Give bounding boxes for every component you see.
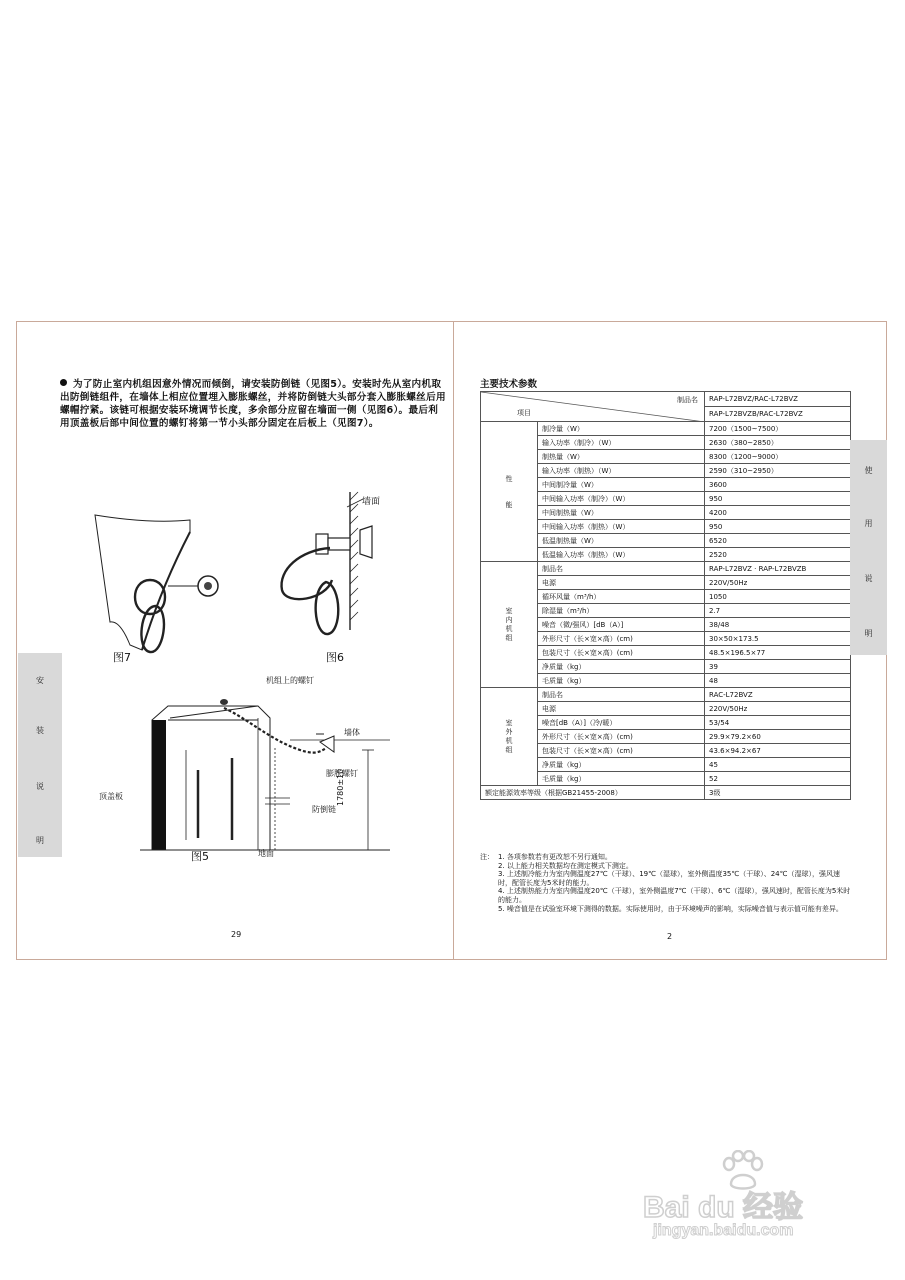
figure-6-drawing — [270, 490, 380, 640]
watermark-brand: Bai du 经验 — [643, 1191, 804, 1224]
header-product-label: 制品名 — [677, 396, 698, 404]
figure-7-drawing — [90, 510, 240, 660]
param-name: 低温制热量（W） — [538, 534, 705, 548]
param-name: 除湿量（m³/h） — [538, 604, 705, 618]
figure-7-label: 图7 — [113, 651, 131, 664]
param-name: 中间制冷量（W） — [538, 478, 705, 492]
efficiency-value: 3级 — [705, 786, 851, 800]
param-name: 净质量（kg） — [538, 660, 705, 674]
param-name: 制热量（W） — [538, 450, 705, 464]
param-value: 4200 — [705, 506, 851, 520]
param-value: 48.5×196.5×77 — [705, 646, 851, 660]
expansion-screw-label: 膨胀螺钉 — [326, 769, 358, 778]
param-value: 43.6×94.2×67 — [705, 744, 851, 758]
param-value: 48 — [705, 674, 851, 688]
indoor-group-label: 室 内 机 组 — [481, 562, 538, 688]
note-item: 2. 以上能力相关数据均在测定模式下测定。 — [498, 861, 633, 870]
param-value: 29.9×79.2×60 — [705, 730, 851, 744]
header-model-2: RAP-L72BVZB/RAC-L72BVZ — [705, 407, 851, 422]
param-value: 950 — [705, 520, 851, 534]
efficiency-row — [481, 786, 851, 800]
param-name: 噪音[dB（A）]（冷/暖） — [538, 716, 705, 730]
param-value: 53/54 — [705, 716, 851, 730]
param-value: 45 — [705, 758, 851, 772]
param-name: 低温输入功率（制热）（W） — [538, 548, 705, 562]
param-value: 7200（1500~7500） — [705, 422, 851, 436]
note-item: 注： 1. 各项参数若有更改恕不另行通知。 — [480, 853, 612, 861]
side-tab-installation: 安 装 说 明 — [18, 653, 62, 857]
param-name: 电源 — [538, 702, 705, 716]
note-item: 4. 上述制热能力为室内侧温度20℃（干球），室外侧温度7℃（干球）、6℃（湿球），强风速时，配管长度为5米时的能力。 — [498, 887, 851, 904]
header-diagonal-line — [481, 392, 705, 422]
param-value: 220V/50Hz — [705, 702, 851, 716]
wall-face-label: 墙面 — [362, 497, 381, 507]
param-name: 中间制热量（W） — [538, 506, 705, 520]
watermark-url: jingyan.baidu.com — [653, 1222, 794, 1239]
param-name: 电源 — [538, 576, 705, 590]
figure-6-label: 图6 — [326, 651, 344, 664]
spec-title: 主要技术参数 — [480, 379, 538, 390]
top-cover-label: 顶盖板 — [99, 792, 123, 801]
param-name: 制品名 — [538, 688, 705, 702]
param-name: 噪音（微/强风）[dB（A）] — [538, 618, 705, 632]
page-divider — [453, 321, 454, 960]
param-value: 2630（380~2850） — [705, 436, 851, 450]
note-item: 3. 上述制冷能力为室内侧温度27℃（干球）、19℃（湿球），室外侧温度35℃（干球）、24℃（湿球），强风速时，配管长度为5米时的能力。 — [498, 870, 840, 887]
param-name: 毛质量（kg） — [538, 674, 705, 688]
param-name: 中间输入功率（制冷）（W） — [538, 492, 705, 506]
param-value: 30×50×173.5 — [705, 632, 851, 646]
page-number-left: 29 — [231, 930, 242, 939]
page-number-right: 2 — [667, 932, 673, 941]
floor-label: 地面 — [258, 849, 274, 858]
param-value: 6520 — [705, 534, 851, 548]
anti-tip-chain-label: 防倒链 — [312, 805, 336, 814]
param-name: 净质量（kg） — [538, 758, 705, 772]
note-item: 5. 噪音值是在试验室环境下测得的数据。实际使用时，由于环境噪声的影响，实际噪音值与表示值可能有差异。 — [498, 904, 843, 913]
outdoor-group-label: 室 外 机 组 — [481, 688, 538, 786]
param-name: 外形尺寸（长×宽×高）(cm) — [538, 730, 705, 744]
bullet-icon — [60, 379, 67, 386]
notes-block — [480, 853, 852, 913]
param-value: 950 — [705, 492, 851, 506]
param-name: 中间输入功率（制热）（W） — [538, 520, 705, 534]
table-row — [481, 562, 851, 576]
param-name: 制冷量（W） — [538, 422, 705, 436]
param-name: 制品名 — [538, 562, 705, 576]
side-tab-usage: 使 用 说 明 — [850, 440, 887, 655]
param-name: 输入功率（制热）（W） — [538, 464, 705, 478]
header-row-1 — [481, 392, 851, 407]
param-name: 输入功率（制冷）（W） — [538, 436, 705, 450]
param-name: 外形尺寸（长×宽×高）(cm) — [538, 632, 705, 646]
figure-5-label: 图5 — [191, 850, 209, 863]
header-diagonal-cell — [481, 392, 705, 422]
header-model-1: RAP-L72BVZ/RAC-L72BVZ — [705, 392, 851, 407]
wall-body-label: 墙体 — [344, 728, 360, 737]
header-item-label: 项目 — [517, 409, 531, 417]
param-value: 2520 — [705, 548, 851, 562]
screw-on-unit-label: 机组上的螺钉 — [266, 676, 314, 685]
table-row — [481, 688, 851, 702]
param-value: 39 — [705, 660, 851, 674]
param-value: 8300（1200~9000） — [705, 450, 851, 464]
performance-group-label: 性 能 — [481, 422, 538, 562]
param-name: 循环风量（m³/h） — [538, 590, 705, 604]
param-value: 52 — [705, 772, 851, 786]
wall-face-leader — [345, 497, 365, 509]
param-value: 220V/50Hz — [705, 576, 851, 590]
efficiency-label: 额定能源效率等级（根据GB21455-2008） — [481, 786, 705, 800]
param-name: 包装尺寸（长×宽×高）(cm) — [538, 646, 705, 660]
spec-table — [480, 391, 851, 800]
param-value: RAP-L72BVZ · RAP-L72BVZB — [705, 562, 851, 576]
param-name: 包装尺寸（长×宽×高）(cm) — [538, 744, 705, 758]
height-dimension: 1780±10 — [336, 768, 345, 806]
param-name: 毛质量（kg） — [538, 772, 705, 786]
param-value: 38/48 — [705, 618, 851, 632]
installation-paragraph: 为了防止室内机组因意外情况而倾倒，请安装防倒链（见图5）。安装时先从室内机取出防倒链组件，在墙体上相应位置埋入膨胀螺丝，并将防倒链大头部分套入膨胀螺丝后用螺帽拧紧。该链可根据安装环境调节长度，多余部分应留在墙面一侧（见图6）。最后利用顶盖板后部中间位置的螺钉将第一节小头部分固定在后板上（见图7）。 — [60, 379, 446, 429]
table-row — [481, 422, 851, 436]
param-value: 1050 — [705, 590, 851, 604]
param-value: 2.7 — [705, 604, 851, 618]
param-value: 3600 — [705, 478, 851, 492]
baidu-watermark — [643, 1150, 853, 1240]
param-value: 2590（310~2950） — [705, 464, 851, 478]
param-value: RAC-L72BVZ — [705, 688, 851, 702]
